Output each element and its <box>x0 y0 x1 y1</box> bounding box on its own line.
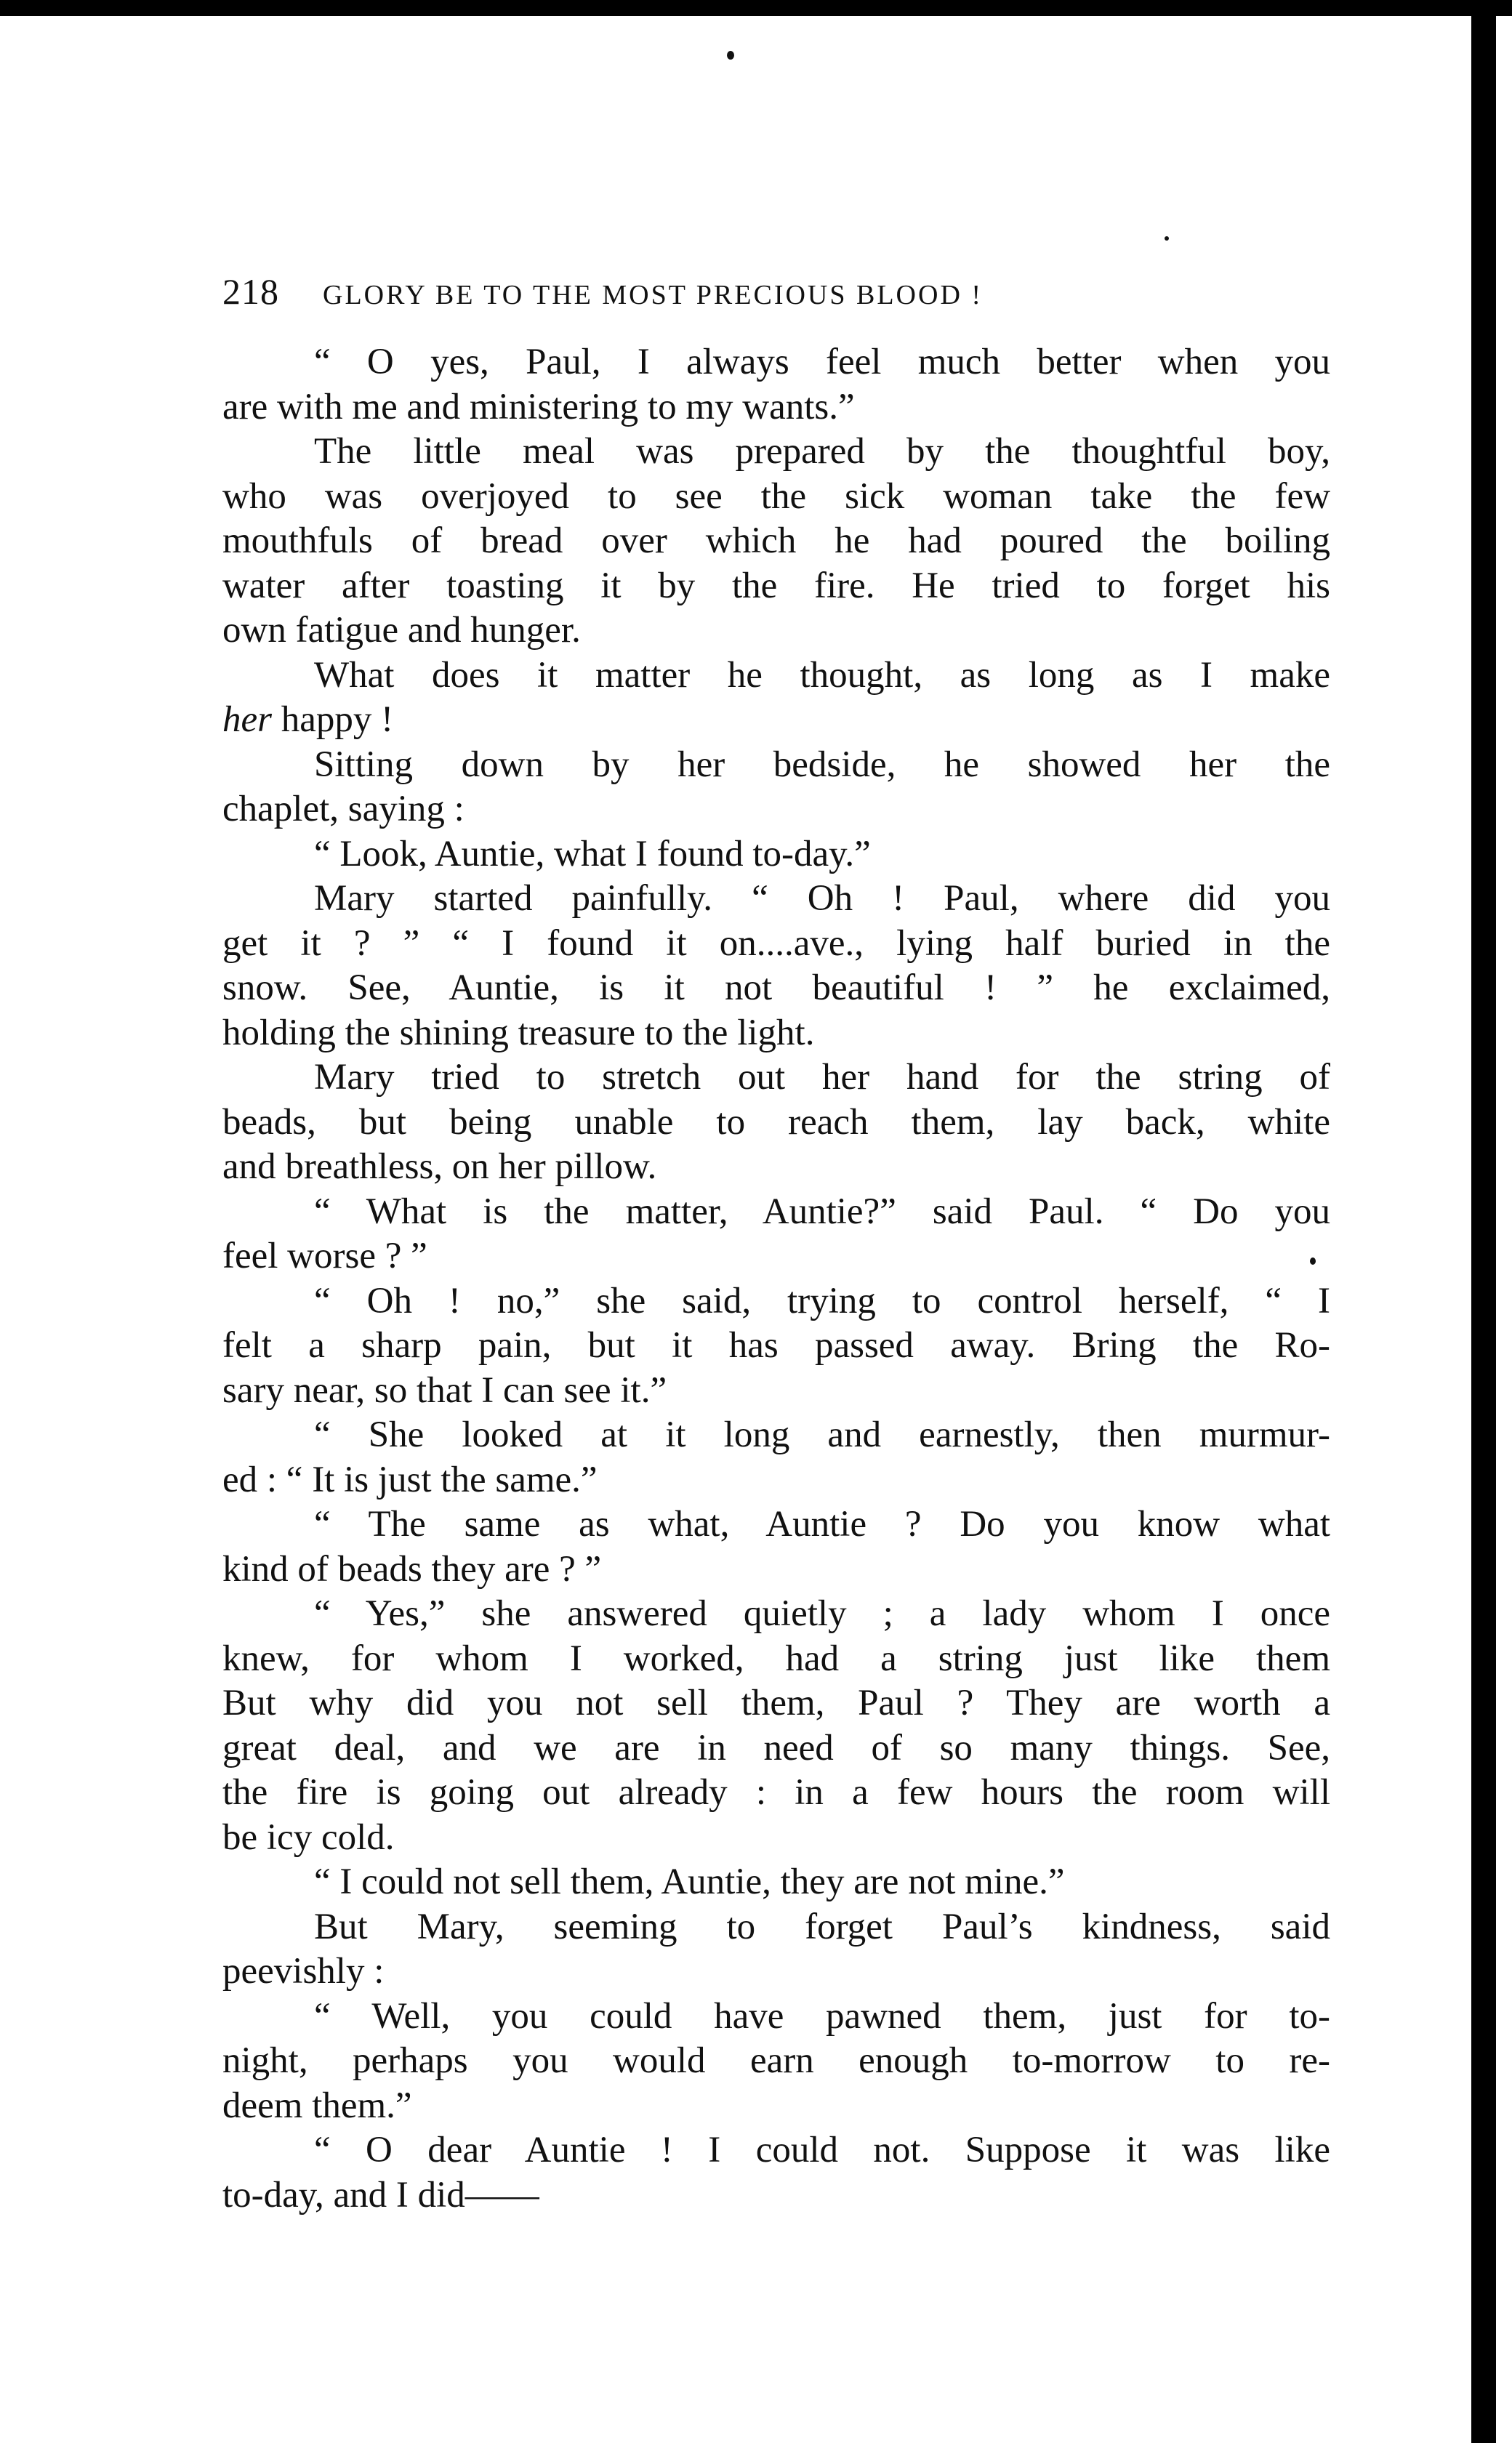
text-line: own fatigue and hunger. <box>222 610 581 651</box>
text-line: What does it matter he thought, as long as I make <box>314 654 1330 696</box>
text-line: be icy cold. <box>222 1816 395 1858</box>
text-line: and breathless, on her pillow. <box>222 1146 657 1187</box>
text-line: her happy ! <box>222 699 394 740</box>
text-line: water after toasting it by the fire. He tried to forget his <box>222 565 1330 606</box>
text-line: peevishly : <box>222 1951 385 1992</box>
running-head <box>222 270 1356 314</box>
text-line: The little meal was prepared by the thoughtful boy, <box>314 431 1330 472</box>
text-line: felt a sharp pain, but it has passed away. Bring the Ro- <box>222 1325 1330 1366</box>
text-line: “ Look, Auntie, what I found to-day.” <box>314 833 871 874</box>
text-line: beads, but being unable to reach them, lay back, white <box>222 1101 1330 1143</box>
text-line: “ Oh ! no,” she said, trying to control herself, “ I <box>314 1280 1330 1321</box>
text-line: “ I could not sell them, Auntie, they are not mine.” <box>314 1862 1065 1902</box>
page-number: 218 <box>222 271 279 312</box>
text-line: “ The same as what, Auntie ? Do you know what <box>314 1504 1330 1545</box>
text-line: to-day, and I did—— <box>222 2174 539 2215</box>
text-line: But Mary, seeming to forget Paul’s kindness, said <box>314 1906 1330 1947</box>
text-line: get it ? ” “ I found it on....ave., lying half buried in the <box>222 922 1330 964</box>
text-line: “ What is the matter, Auntie?” said Paul. “ Do you <box>314 1191 1330 1232</box>
text-line: snow. See, Auntie, is it not beautiful ! ” he exclaimed, <box>222 967 1330 1008</box>
text-line: Mary started painfully. “ Oh ! Paul, where did you <box>314 878 1330 919</box>
text-line: feel worse ? ” <box>222 1236 427 1276</box>
text-line: night, perhaps you would earn enough to-morrow to re- <box>222 2040 1330 2081</box>
text-line: “ She looked at it long and earnestly, then murmur- <box>314 1414 1330 1455</box>
text-line: are with me and ministering to my wants.” <box>222 386 855 427</box>
body-text <box>222 340 1330 2218</box>
text-line: deem them.” <box>222 2085 412 2126</box>
text-line: But why did you not sell them, Paul ? They are worth a <box>222 1683 1330 1723</box>
text-line: mouthfuls of bread over which he had poured the boiling <box>222 520 1330 561</box>
text-line: Mary tried to stretch out her hand for the string of <box>314 1057 1330 1098</box>
page-right-border <box>1471 0 1496 2443</box>
scan-speck <box>1165 236 1169 241</box>
text-line: holding the shining treasure to the light. <box>222 1012 815 1053</box>
page-top-border <box>0 0 1512 16</box>
text-line: the fire is going out already : in a few hours the room will <box>222 1772 1330 1813</box>
text-line: Sitting down by her bedside, he showed her the <box>314 744 1330 785</box>
text-line: “ Yes,” she answered quietly ; a lady whom I once <box>314 1593 1330 1634</box>
emphasis: her <box>222 699 272 740</box>
text-line: “ Well, you could have pawned them, just for to- <box>314 1995 1330 2037</box>
text-line: knew, for whom I worked, had a string just like them <box>222 1638 1330 1679</box>
text-line: great deal, and we are in need of so many things. See, <box>222 1727 1330 1768</box>
text-line: sary near, so that I can see it.” <box>222 1369 667 1411</box>
text-line: ed : “ It is just the same.” <box>222 1459 598 1500</box>
text-line: kind of beads they are ? ” <box>222 1548 602 1590</box>
running-title: GLORY BE TO THE MOST PRECIOUS BLOOD ! <box>323 280 984 310</box>
text-line: “ O dear Auntie ! I could not. Suppose it was like <box>314 2130 1330 2170</box>
text-line: “ O yes, Paul, I always feel much better when you <box>314 342 1330 382</box>
text-line: chaplet, saying : <box>222 789 465 829</box>
scan-speck <box>727 51 734 60</box>
text-line: who was overjoyed to see the sick woman take the few <box>222 475 1330 517</box>
